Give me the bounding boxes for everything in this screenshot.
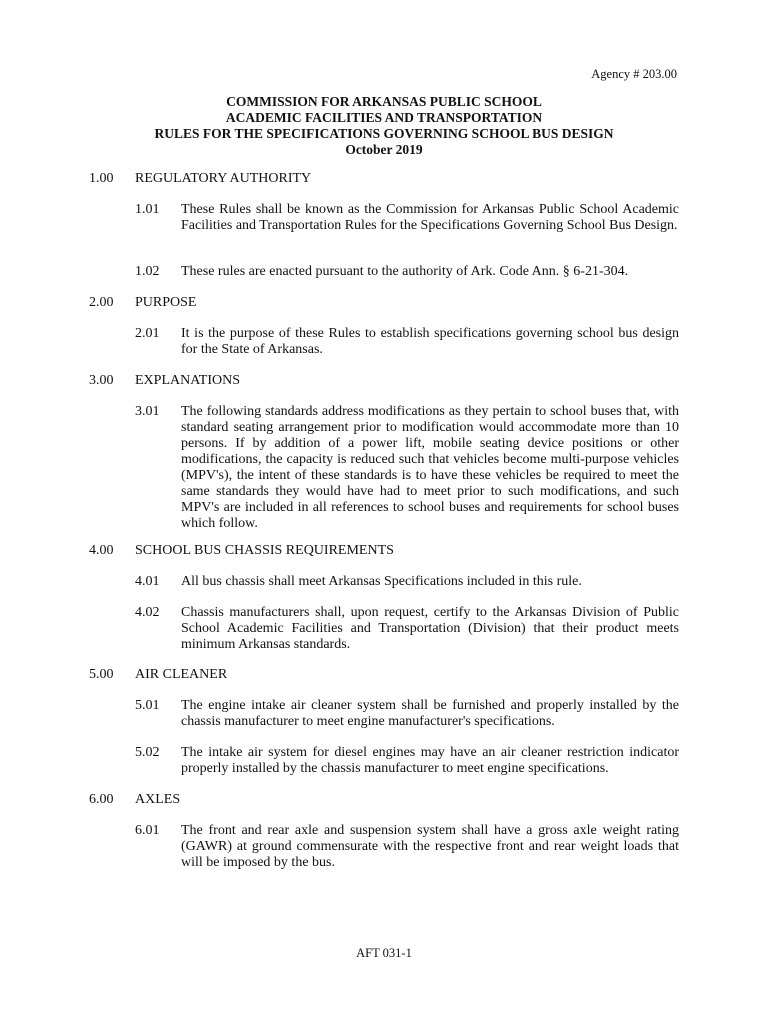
paragraph-number: 1.01 [135, 202, 160, 217]
paragraph-number: 6.01 [135, 823, 160, 838]
section-number: 6.00 [89, 792, 114, 807]
section-number: 3.00 [89, 373, 114, 388]
section-heading-air-cleaner [89, 667, 227, 683]
section-number: 1.00 [89, 171, 114, 186]
paragraph-text: These rules are enacted pursuant to the authority of Ark. Code Ann. § 6-21-304. [181, 264, 629, 279]
paragraph-4-02 [135, 605, 679, 653]
paragraph-text: All bus chassis shall meet Arkansas Specifications included in this rule. [181, 574, 582, 589]
section-number: 4.00 [89, 543, 114, 558]
section-title: AIR CLEANER [135, 667, 228, 682]
paragraph-number: 1.02 [135, 264, 160, 279]
paragraph-text: The front and rear axle and suspension system shall have a gross axle weight rating (GAWR) at ground commensurate with the respective front and rear weight loads that will be imposed by the bus. [181, 823, 679, 870]
title-line-1: COMMISSION FOR ARKANSAS PUBLIC SCHOOL [226, 94, 542, 109]
paragraph-text: The intake air system for diesel engines may have an air cleaner restriction indicator properly installed by the chassis manufacturer to meet engine specifications. [181, 745, 679, 776]
paragraph-text: It is the purpose of these Rules to establish specifications governing school bus design for the State of Arkansas. [181, 326, 679, 357]
paragraph-6-01 [135, 823, 679, 871]
section-heading-purpose [89, 295, 196, 311]
paragraph-text: The engine intake air cleaner system shall be furnished and properly installed by the chassis manufacturer to meet engine manufacturer's specifications. [181, 698, 679, 729]
section-heading-regulatory-authority [89, 171, 311, 187]
paragraph-5-02 [135, 745, 679, 777]
title-line-2: ACADEMIC FACILITIES AND TRANSPORTATION [225, 110, 543, 125]
document-title [0, 94, 768, 158]
section-heading-chassis-requirements [89, 543, 394, 559]
paragraph-number: 2.01 [135, 326, 160, 341]
paragraph-text: The following standards address modifications as they pertain to school buses that, with standard seating arrangement prior to modification would accommodate more than 10 persons. If by addition of a power lift, mobile seating device positions or other modifications, the capacity is reduced such that vehicles become multi-purpose vehicles (MPV's), the intent of these standards is to have these vehicles be required to meet the same standards they would have had to meet prior to such modifications, and such MPV's are included in all references to school buses and requirements for school buses which follow. [181, 404, 679, 531]
agency-number: Agency # 203.00 [591, 67, 677, 81]
section-number: 5.00 [89, 667, 114, 682]
paragraph-3-01 [135, 404, 679, 532]
section-number: 2.00 [89, 295, 114, 310]
paragraph-5-01 [135, 698, 679, 730]
section-title: REGULATORY AUTHORITY [135, 171, 312, 186]
paragraph-4-01 [135, 574, 679, 590]
paragraph-1-02 [135, 264, 679, 280]
title-line-4: October 2019 [345, 142, 423, 157]
section-title: PURPOSE [135, 295, 197, 310]
title-line-3: RULES FOR THE SPECIFICATIONS GOVERNING SCHOOL BUS DESIGN [154, 126, 614, 141]
paragraph-number: 4.01 [135, 574, 160, 589]
paragraph-number: 4.02 [135, 605, 160, 620]
section-title: AXLES [135, 792, 181, 807]
section-heading-axles [89, 792, 180, 808]
paragraph-2-01 [135, 326, 679, 358]
paragraph-text: These Rules shall be known as the Commission for Arkansas Public School Academic Facilities and Transportation Rules for the Specifications Governing School Bus Design. [181, 202, 679, 233]
section-title: EXPLANATIONS [135, 373, 240, 388]
paragraph-number: 5.02 [135, 745, 160, 760]
paragraph-number: 3.01 [135, 404, 160, 419]
page-footer: AFT 031-1 [356, 946, 412, 960]
section-title: SCHOOL BUS CHASSIS REQUIREMENTS [135, 543, 394, 558]
paragraph-text: Chassis manufacturers shall, upon request, certify to the Arkansas Division of Public School Academic Facilities and Transportation (Division) that their product meets minimum Arkansas standards. [181, 605, 679, 652]
paragraph-number: 5.01 [135, 698, 160, 713]
section-heading-explanations [89, 373, 240, 389]
paragraph-1-01 [135, 202, 679, 234]
